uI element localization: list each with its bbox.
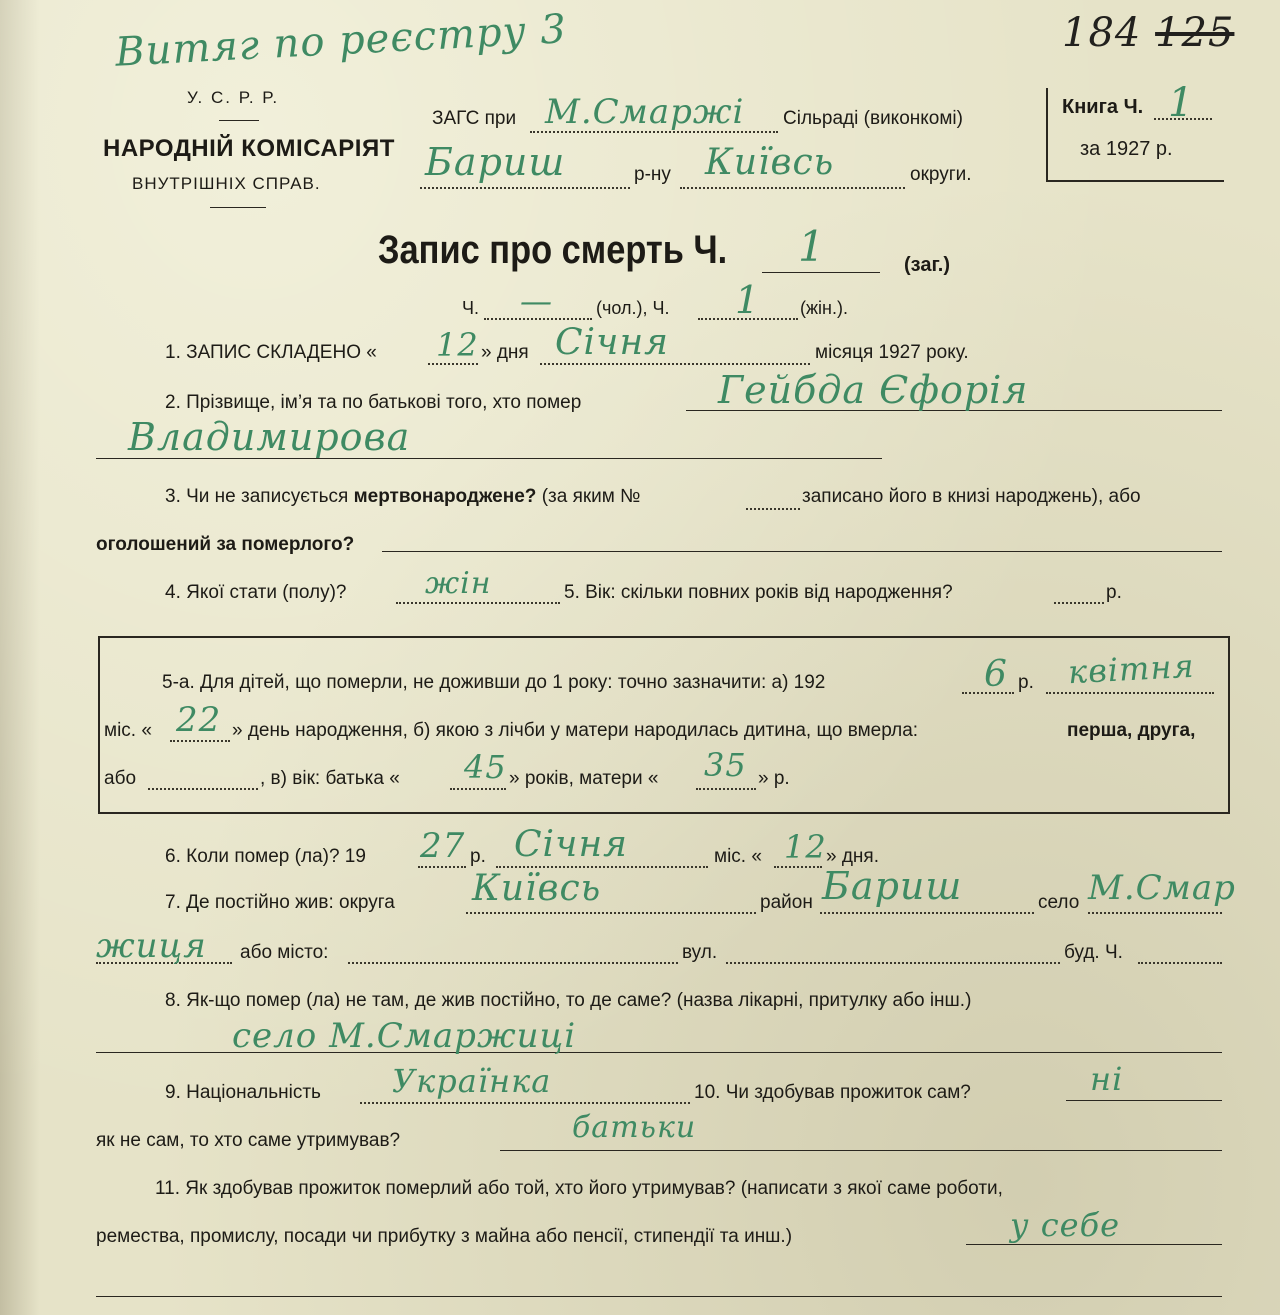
item7-bud: буд. Ч.: [1064, 942, 1123, 963]
item1-month-line: [540, 363, 810, 365]
top-record-number: [1062, 10, 1234, 56]
child-day: 22: [176, 700, 222, 740]
zhin-label: (жін.).: [800, 298, 848, 318]
self-support-value: ні: [1090, 1060, 1124, 1098]
item7-selo: село: [1038, 892, 1080, 913]
mother-age: 35: [704, 746, 747, 784]
item5a-order-line: [148, 788, 258, 790]
item5a-father-line: [450, 788, 506, 790]
zags-suffix: Сільраді (виконкомі): [783, 108, 963, 129]
item7-house-line: [1138, 962, 1222, 964]
item11-line-1: [966, 1244, 1222, 1245]
item10-label: 10. Чи здобував прожиток сам?: [694, 1082, 971, 1103]
record-title: Запис про смерть Ч.: [378, 228, 728, 272]
item5-line: [1054, 602, 1104, 604]
item7-misto: або місто:: [240, 942, 329, 963]
item5-label: 5. Вік: скільки повних років від народження?: [564, 582, 953, 603]
item5a-line2: » день народження, б) якою з лічби у матери народилась дитина, що вмерла:: [232, 720, 919, 741]
item7-okruha-line: [466, 912, 756, 914]
divider-1: [219, 120, 259, 121]
item6-mis: міс. «: [714, 846, 762, 867]
item1-day-suffix: » дня: [481, 342, 529, 363]
item7-city-line: [348, 962, 678, 964]
deceased-name-line2: Владимирова: [128, 415, 411, 459]
item7-rayon-line: [820, 912, 1034, 914]
item5-r: р.: [1106, 582, 1122, 603]
death-year-digits: 27: [420, 826, 466, 866]
rnu-label: р-ну: [634, 164, 671, 185]
item5a-mother: » років, матери «: [509, 768, 659, 789]
item5a-month-line: [1046, 692, 1214, 694]
death-month: Січня: [514, 824, 629, 865]
item1-prefix: 1. ЗАПИС СКЛАДЕНО «: [165, 342, 377, 363]
item5a-mis: міс. «: [104, 720, 152, 741]
item6-r: р.: [470, 846, 486, 867]
okruhy-label: округи.: [910, 164, 972, 185]
child-year-digit: 6: [984, 654, 1008, 695]
item7-vul: вул.: [682, 942, 718, 963]
item10-supported-line: [500, 1150, 1222, 1151]
residence-okruha: Київсь: [472, 868, 602, 909]
book-number: 1: [1168, 80, 1195, 126]
supported-by-value: батьки: [572, 1110, 697, 1145]
item11-label-2: ремества, промислу, посади чи прибутку з майна або пенсії, стипендії та инш.): [96, 1226, 793, 1247]
item5a-order: перша, друга,: [1067, 720, 1196, 741]
child-month: квітня: [1067, 646, 1196, 692]
female-count: 1: [735, 278, 761, 322]
item5a-mother-line: [696, 788, 756, 790]
ch-label: Ч.: [462, 298, 479, 318]
item4-line: [396, 602, 560, 604]
chol-label: (чол.), Ч.: [596, 298, 670, 318]
record-total-number: 1: [798, 222, 826, 271]
book-label: Книга Ч.: [1062, 96, 1144, 118]
item2-label: 2. Прізвище, ім’я та по батькові того, хто помер: [165, 392, 582, 413]
okruha-name: Київсь: [705, 142, 835, 183]
item5a-line1: 5-а. Для дітей, що померли, не доживши до 1 року: точно зазначити: а) 192: [162, 672, 826, 693]
livelihood-value: у себе: [1010, 1206, 1121, 1244]
zags-prefix: ЗАГС при: [432, 108, 517, 129]
item5a-father: , в) вік: батька «: [260, 768, 400, 789]
item6-day-suffix: » дня.: [826, 846, 879, 867]
book-year: за 1927 р.: [1080, 138, 1173, 160]
item3-stillborn: мертвонароджене?: [353, 486, 537, 507]
item7-street-line: [726, 962, 1060, 964]
item9-label: 9. Національність: [165, 1082, 321, 1103]
deceased-name-line1: Гейбда Єфорія: [718, 368, 1029, 412]
top-number: 184: [1062, 10, 1142, 56]
sex-value: жін: [425, 566, 492, 601]
top-handwritten-note: Витяг по реєстру 3: [114, 6, 568, 76]
item6-year-line: [418, 866, 466, 868]
item10-supported-label: як не сам, то хто саме утримував?: [96, 1130, 401, 1151]
item3-text-3: записано його в книзі народжень), або: [802, 486, 1141, 507]
item7-label: 7. Де постійно жив: округа: [165, 892, 395, 913]
item5a-r: р.: [1018, 672, 1034, 693]
item1-day: 12: [436, 326, 479, 364]
internal-affairs-heading: ВНУТРІШНІХ СПРАВ.: [132, 174, 321, 193]
item10-line: [1066, 1100, 1222, 1101]
district-name: Бариш: [425, 140, 566, 184]
item5a-day-line: [170, 740, 230, 742]
item3-declared-dead: оголошений за померлого?: [96, 534, 355, 555]
nationality-value: Українка: [392, 1062, 552, 1100]
residence-village-1: М.Смар: [1088, 868, 1236, 908]
item3-number-line: [746, 508, 800, 510]
residence-village-2: жиця: [96, 926, 207, 966]
district-line: [420, 187, 630, 189]
top-number-struck: 125: [1155, 10, 1235, 56]
item9-line: [360, 1102, 690, 1104]
male-count: —: [520, 282, 553, 320]
death-place: село М.Смаржиці: [232, 1016, 577, 1056]
item7-village-line: [1088, 912, 1222, 914]
item8-label: 8. Як-що помер (ла) не там, де жив постійно, то де саме? (назва лікарні, притулку або інш.): [165, 990, 972, 1011]
item3-text-1: 3. Чи не записується: [165, 486, 349, 507]
residence-district: Бариш: [822, 864, 963, 908]
item5a-mother-r: » р.: [758, 768, 790, 789]
zags-village: М.Смаржі: [545, 92, 745, 132]
item1-suffix: місяця 1927 року.: [815, 342, 969, 363]
item6-label: 6. Коли помер (ла)? 19: [165, 846, 366, 867]
item3-label-a: [165, 486, 641, 508]
record-number-line: [762, 272, 880, 273]
commissariat-heading: НАРОДНІЙ КОМІСАРІЯТ: [103, 135, 395, 162]
item11-label-1: 11. Як здобував прожиток померлий або той, хто його утримував? (написати з якої саме роботи,: [155, 1178, 1003, 1199]
item4-label: 4. Якої стати (полу)?: [165, 582, 347, 603]
okruha-line: [680, 187, 905, 189]
ussr-heading: У. С. Р. Р.: [187, 88, 280, 107]
item6-day-line: [774, 866, 822, 868]
item1-month: Січня: [555, 322, 670, 363]
item5a-abo: або: [104, 768, 137, 789]
father-age: 45: [464, 748, 507, 786]
item7-rayon: район: [760, 892, 813, 913]
item3-line: [382, 551, 1222, 552]
divider-2: [210, 207, 266, 208]
zag-label: (заг.): [904, 254, 951, 276]
item11-line-2: [96, 1296, 1222, 1297]
death-day: 12: [784, 828, 827, 866]
item3-text-2: (за яким №: [541, 486, 641, 507]
